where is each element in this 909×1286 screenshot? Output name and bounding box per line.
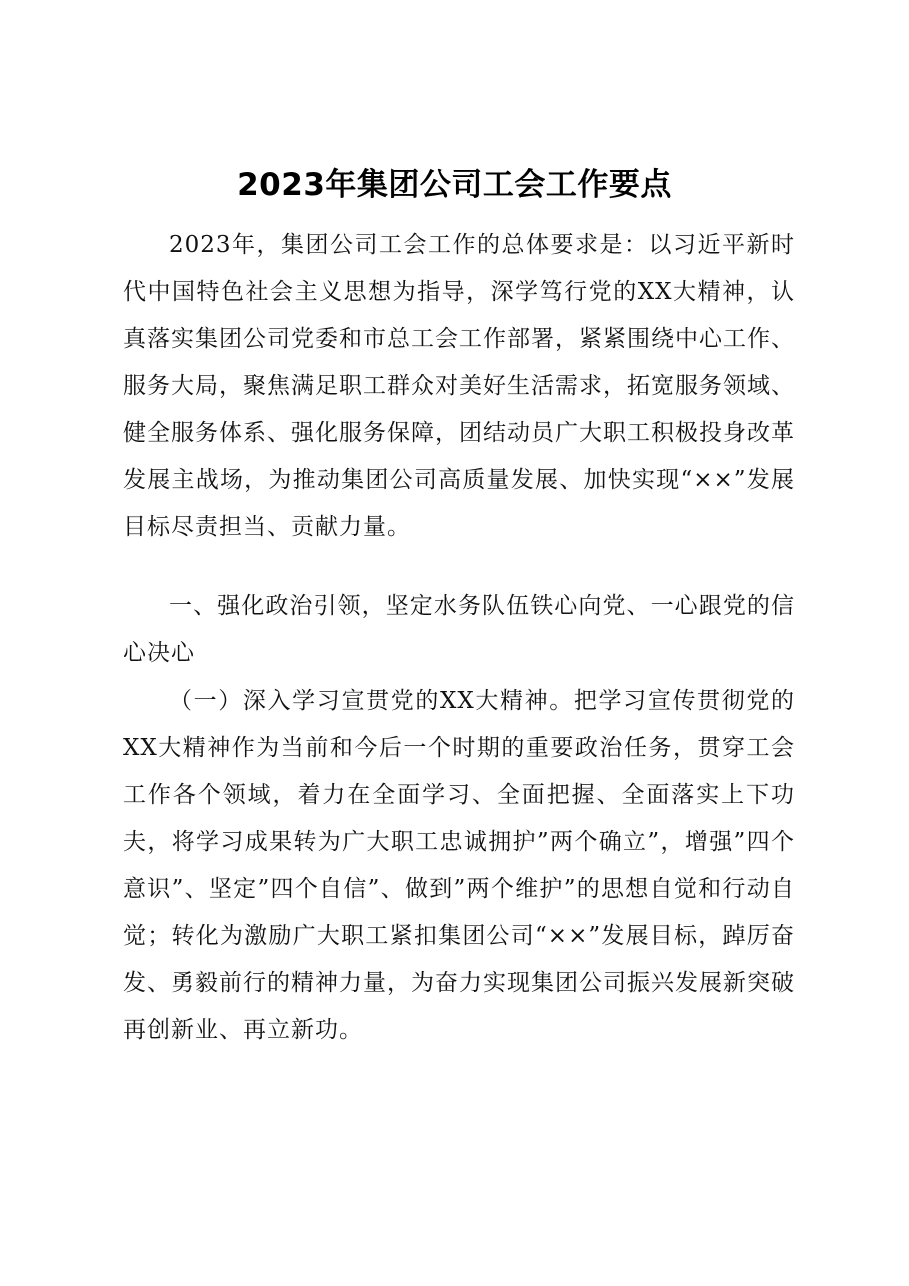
document-title: 2023年集团公司工会工作要点: [237, 167, 672, 203]
subsection-paragraph-1: （一）深入学习宣贯党的XX大精神。把学习宣传贯彻党的XX大精神作为当前和今后一个时期的重要政治任务，贯穿工会工作各个领域，着力在全面学习、全面把握、全面落实上下功夫，将学习成果转为广大职工忠诚拥护”两个确立”，增强”四个意识”、坚定”四个自信”、做到”两个维护”的思想自觉和行动自觉；转化为激励广大职工紧扣集团公司“××”发展目标，踔厉奋发、勇毅前行的精神力量，为奋力实现集团公司振兴发展新突破再创新业、再立新功。: [123, 688, 795, 1043]
section-heading-1: 一、强化政治引领，坚定水务队伍铁心向党、一心跟党的信心决心: [123, 593, 795, 666]
intro-paragraph: 2023年，集团公司工会工作的总体要求是：以习近平新时代中国特色社会主义思想为指导，深学笃行党的XX大精神，认真落实集团公司党委和市总工会工作部署，紧紧围绕中心工作、服务大局，聚焦满足职工群众对美好生活需求，拓宽服务领域、健全服务体系、强化服务保障，团结动员广大职工积极投身改革发展主战场，为推动集团公司高质量发展、加快实现“××”发展目标尽责担当、贡献力量。: [123, 232, 795, 540]
